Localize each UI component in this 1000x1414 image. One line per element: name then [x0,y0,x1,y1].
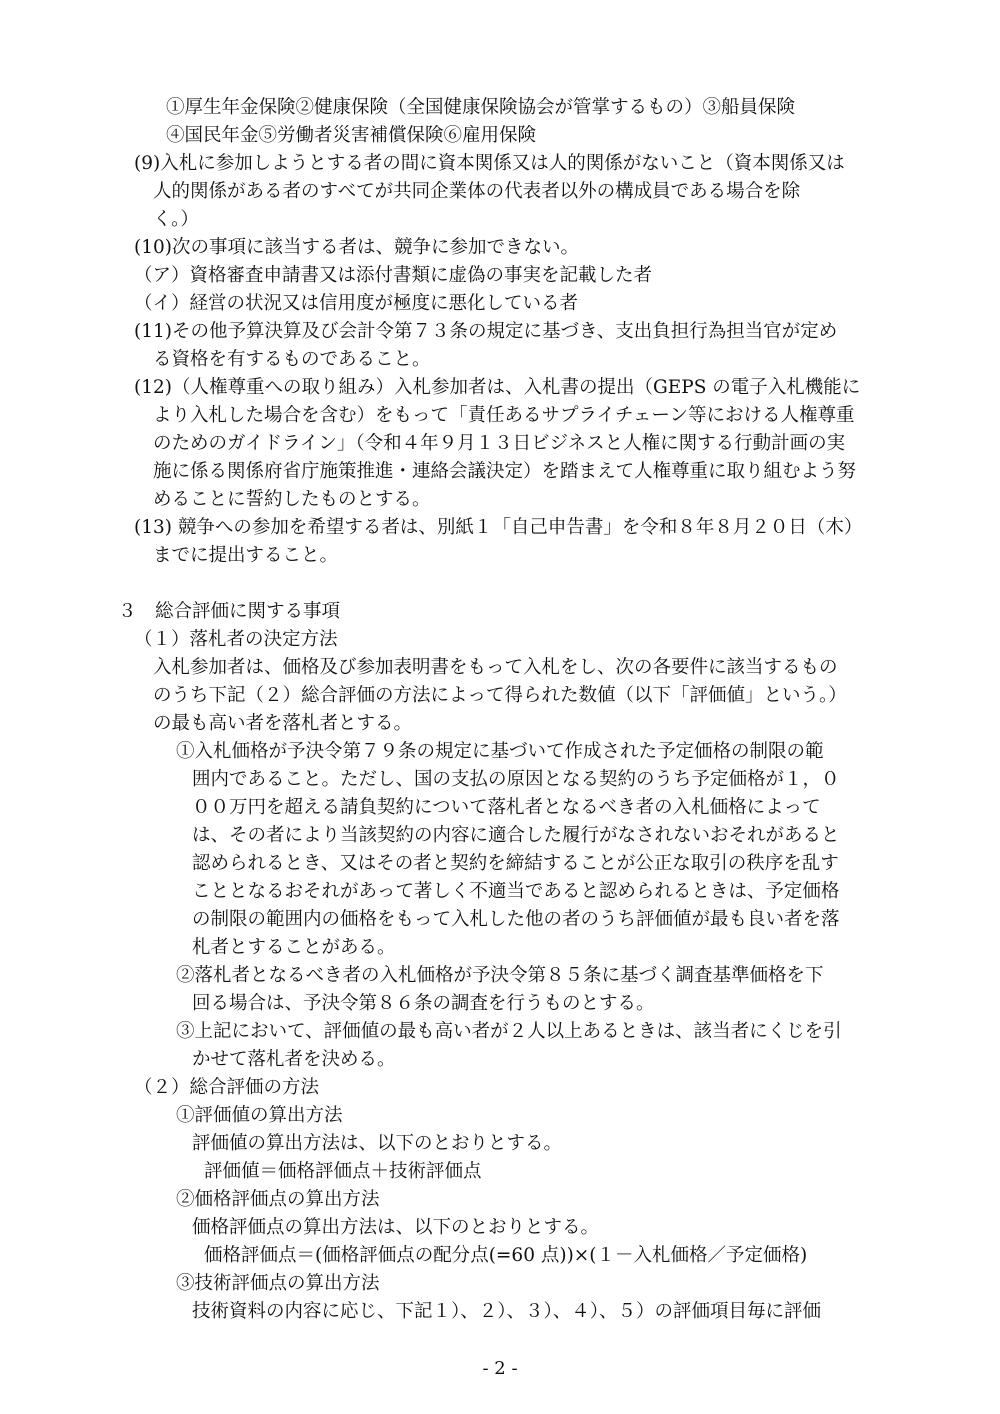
method-1-heading: ①評価値の算出方法 [176,1105,343,1126]
subsection-1-para-line-2: のうち下記（２）総合評価の方法によって得られた数値（以下「評価値」という。） [153,685,847,706]
item-11-line-1: (11)その他予算決算及び会計令第７３条の規定に基づき、支出負担行為担当官が定め [134,321,838,342]
item-11-line-2: る資格を有するものであること。 [153,349,431,370]
requirement-1-line-3: ００万円を超える請負契約について落札者となるべき者の入札価格によって [192,797,821,818]
requirement-1-line-8: 札者とすることがある。 [192,937,396,958]
method-2-heading: ②価格評価点の算出方法 [176,1189,380,1210]
method-1-text: 評価値の算出方法は、以下のとおりとする。 [192,1133,563,1154]
subsection-1-heading: （１）落札者の決定方法 [134,629,338,650]
item-10-sub-i: （イ）経営の状況又は信用度が極度に悪化している者 [134,293,579,314]
subsection-2-heading: （２）総合評価の方法 [134,1077,320,1098]
method-2-formula: 価格評価点＝(価格評価点の配分点(=60 点))×(１－入札価格／予定価格) [204,1245,808,1266]
item-12-line-4: 施に係る関係府省庁施策推進・連絡会議決定）を踏まえて人権尊重に取り組むよう努 [153,461,857,482]
subsection-1-para-line-1: 入札参加者は、価格及び参加表明書をもって入札をし、次の各要件に該当するもの [153,657,838,678]
method-2-text: 価格評価点の算出方法は、以下のとおりとする。 [192,1217,600,1238]
item-9-line-1: (9)入札に参加しようとする者の間に資本関係又は人的関係がないこと（資本関係又は [134,153,845,174]
requirement-3-line-1: ③上記において、評価値の最も高い者が２人以上あるときは、該当者にくじを引 [176,1021,842,1042]
item-12-line-2: より入札した場合を含む）をもって「責任あるサプライチェーン等における人権尊重 [153,405,855,426]
item-10-sub-a: （ア）資格審査申請書又は添付書類に虚偽の事実を記載した者 [134,265,653,286]
method-3-text: 技術資料の内容に応じ、下記１）、２）、３）、４）、５）の評価項目毎に評価 [192,1301,822,1322]
requirement-1-line-1: ①入札価格が予決令第７９条の規定に基づいて作成された予定価格の制限の範 [176,741,824,762]
requirement-2-line-1: ②落札者となるべき者の入札価格が予決令第８５条に基づく調査基準価格を下 [176,965,824,986]
insurance-list-line-2: ④国民年金⑤労働者災害補償保険⑥雇用保険 [166,125,537,146]
requirement-1-line-4: は、その者により当該契約の内容に適合した履行がなされないおそれがあると [192,825,840,846]
item-9-line-2: 人的関係がある者のすべてが共同企業体の代表者以外の構成員である場合を除 [153,181,801,202]
insurance-list-line-1: ①厚生年金保険②健康保険（全国健康保険協会が管掌するもの）③船員保険 [166,97,796,118]
item-12-line-1: (12)（人権尊重への取り組み）入札参加者は、入札書の提出（GEPS の電子入札機能に [134,377,861,398]
requirement-2-line-2: 回る場合は、予決令第８６条の調査を行うものとする。 [192,993,655,1014]
page-number: - 2 - [482,1358,518,1379]
item-9-line-3: く。） [153,209,199,230]
requirement-1-line-2: 囲内であること。ただし、国の支払の原因となる契約のうち予定価格が１，０ [192,769,840,790]
section-3-heading: ３ 総合評価に関する事項 [118,601,341,622]
requirement-1-line-7: の制限の範囲内の価格をもって入札した他の者のうち評価値が最も良い者を落 [192,909,840,930]
requirement-3-line-2: かせて落札者を決める。 [192,1049,396,1070]
item-13-line-2: までに提出すること。 [153,545,339,566]
item-12-line-5: めることに誓約したものとする。 [153,489,431,510]
requirement-1-line-6: こととなるおそれがあって著しく不適当であると認められるときは、予定価格 [192,881,840,902]
requirement-1-line-5: 認められるとき、又はその者と契約を締結することが公正な取引の秩序を乱す [192,853,839,874]
item-13-line-1: (13) 競争への参加を希望する者は、別紙１「自己申告書」を令和８年８月２０日（木） [134,517,863,538]
method-1-formula: 評価値＝価格評価点＋技術評価点 [204,1161,482,1182]
item-10-line-1: (10)次の事項に該当する者は、競争に参加できない。 [134,237,579,258]
subsection-1-para-line-3: の最も高い者を落札者とする。 [153,713,413,734]
method-3-heading: ③技術評価点の算出方法 [176,1273,380,1294]
item-12-line-3: のためのガイドライン」（令和４年９月１３日ビジネスと人権に関する行動計画の実 [153,433,846,454]
